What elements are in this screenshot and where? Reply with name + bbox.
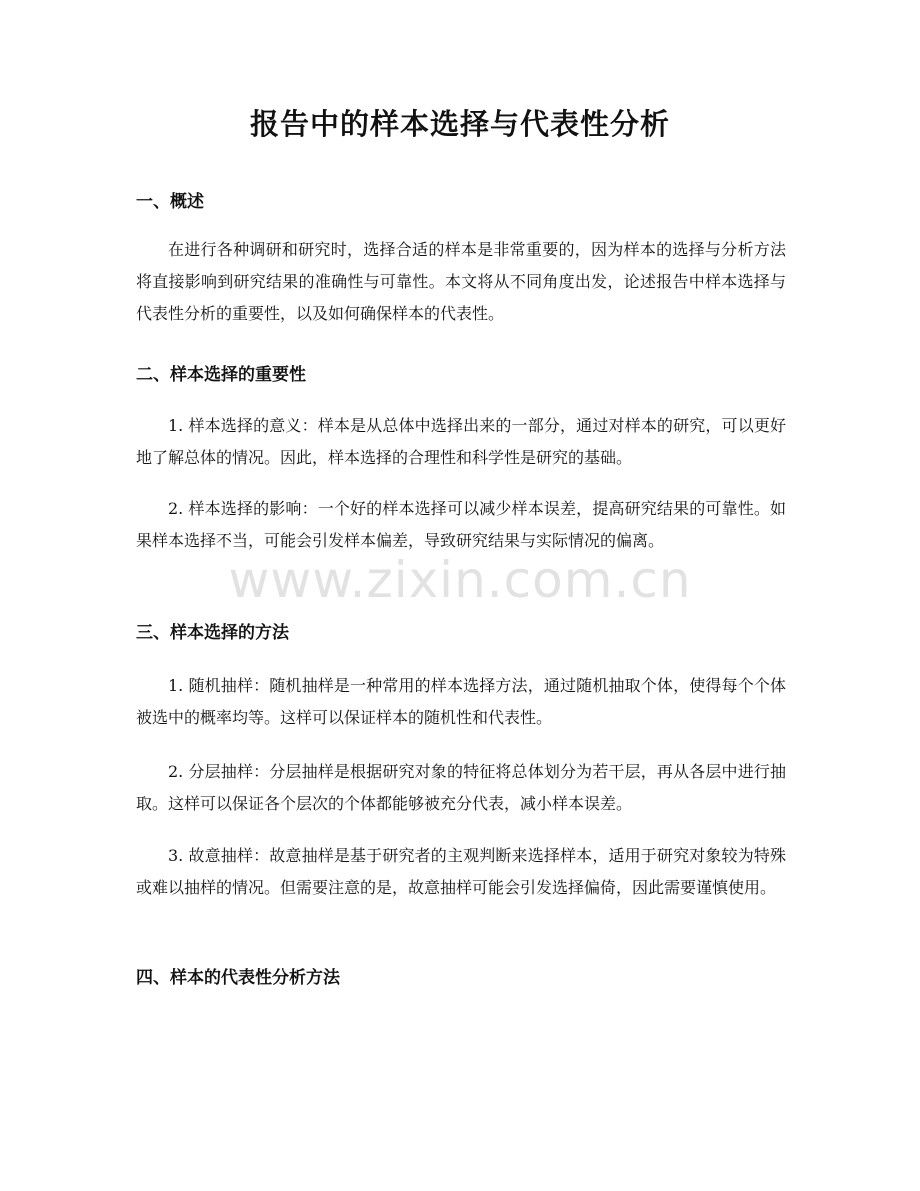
section-heading-methods: 三、样本选择的方法 — [136, 623, 289, 643]
paragraph-methods-1: 1. 随机抽样：随机抽样是一种常用的样本选择方法，通过随机抽取个体，使得每个个体被选中的概率均等。这样可以保证样本的随机性和代表性。 — [136, 676, 786, 727]
watermark: www.zixin.com.cn — [228, 551, 692, 609]
paragraph-overview: 在进行各种调研和研究时，选择合适的样本是非常重要的，因为样本的选择与分析方法将直接影响到研究结果的准确性与可靠性。本文将从不同角度出发，论述报告中样本选择与代表性分析的重要性，以及如何确保样本的代表性。 — [136, 240, 786, 323]
document-title: 报告中的样本选择与代表性分析 — [249, 107, 670, 141]
section-heading-importance: 二、样本选择的重要性 — [136, 365, 306, 385]
paragraph-methods-3: 3. 故意抽样：故意抽样是基于研究者的主观判断来选择样本，适用于研究对象较为特殊或难以抽样的情况。但需要注意的是，故意抽样可能会引发选择偏倚，因此需要谨慎使用。 — [136, 846, 786, 897]
paragraph-methods-2: 2. 分层抽样：分层抽样是根据研究对象的特征将总体划分为若干层，再从各层中进行抽取。这样可以保证各个层次的个体都能够被充分代表，减小样本误差。 — [136, 762, 786, 813]
section-heading-overview: 一、概述 — [136, 192, 204, 212]
paragraph-importance-2: 2. 样本选择的影响：一个好的样本选择可以减少样本误差，提高研究结果的可靠性。如果样本选择不当，可能会引发样本偏差，导致研究结果与实际情况的偏离。 — [136, 499, 786, 550]
section-heading-representativeness: 四、样本的代表性分析方法 — [136, 968, 340, 988]
paragraph-importance-1: 1. 样本选择的意义：样本是从总体中选择出来的一部分，通过对样本的研究，可以更好地了解总体的情况。因此，样本选择的合理性和科学性是研究的基础。 — [136, 416, 786, 467]
